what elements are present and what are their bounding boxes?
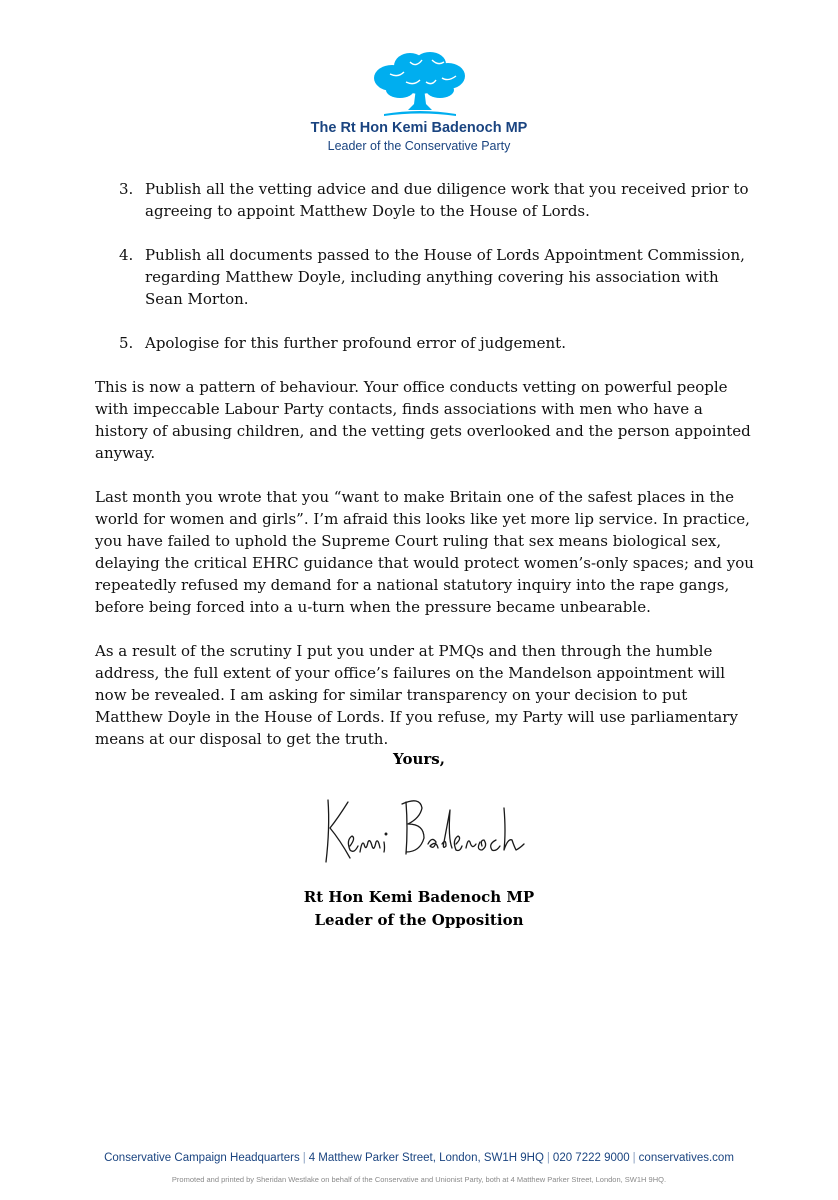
imprint-text: Promoted and printed by Sheridan Westlake on behalf of the Conservative and Unionist Party, both at 4 Matthew Parker Street, London, SW1H 9HQ. [171,1175,667,1184]
closing: Yours, [393,750,445,768]
list-text: Publish all documents passed to the House of Lords Appointment Commission, regarding Matthew Doyle, including anything covering his association with Sean Morton. [145,246,745,308]
list-item [95,332,755,354]
list-number: 5. [119,334,134,352]
header-role: Leader of the Conservative Party [327,139,511,153]
list-item [95,244,755,310]
header-name: The Rt Hon Kemi Badenoch MP [310,120,528,136]
footer-separator: | [546,1152,550,1164]
list-text: Publish all the vetting advice and due diligence work that you received prior to agreeing to appoint Matthew Doyle to the House of Lords. [145,180,749,220]
list-number: 4. [119,246,134,264]
footer-address: 4 Matthew Parker Street, London, SW1H 9HQ [308,1152,544,1164]
signatory-block [0,886,838,932]
list-number: 3. [119,180,134,198]
paragraph: As a result of the scrutiny I put you under at PMQs and then through the humble address, the full extent of your office’s failures on the Mandelson appointment will now be revealed. I am asking for similar transparency on your decision to put Matthew Doyle in the House of Lords. If you refuse, my Party will use parliamentary means at our disposal to get the truth. [95,642,738,748]
footer-separator: | [302,1152,306,1164]
footer-separator: | [632,1152,636,1164]
oak-tree-logo [370,48,470,120]
paragraph: This is now a pattern of behaviour. Your office conducts vetting on powerful people with impeccable Labour Party contacts, finds associations with men who have a history of abusing children, and the vetting gets overlooked and the person appointed anyway. [95,378,751,462]
demands-list [95,178,755,354]
footer-website: conservatives.com [638,1152,734,1164]
footer-org: Conservative Campaign Headquarters [104,1152,300,1164]
list-text: Apologise for this further profound error of judgement. [145,334,566,352]
paragraph: Last month you wrote that you “want to make Britain one of the safest places in the world for women and girls”. I’m afraid this looks like yet more lip service. In practice, you have failed to uphold the Supreme Court ruling that sex means biological sex, delaying the critical EHRC guidance that would protect women’s-only spaces; and you repeatedly refused my demand for a national statutory inquiry into the rape gangs, before being forced into a u-turn when the pressure became unbearable. [95,488,754,616]
list-item [95,178,755,222]
footer [0,1152,838,1164]
footer-phone: 020 7222 9000 [552,1152,630,1164]
signatory-title: Leader of the Opposition [314,911,524,929]
handwritten-signature [320,788,530,866]
letter-body [95,178,755,772]
signatory-name: Rt Hon Kemi Badenoch MP [303,888,535,906]
